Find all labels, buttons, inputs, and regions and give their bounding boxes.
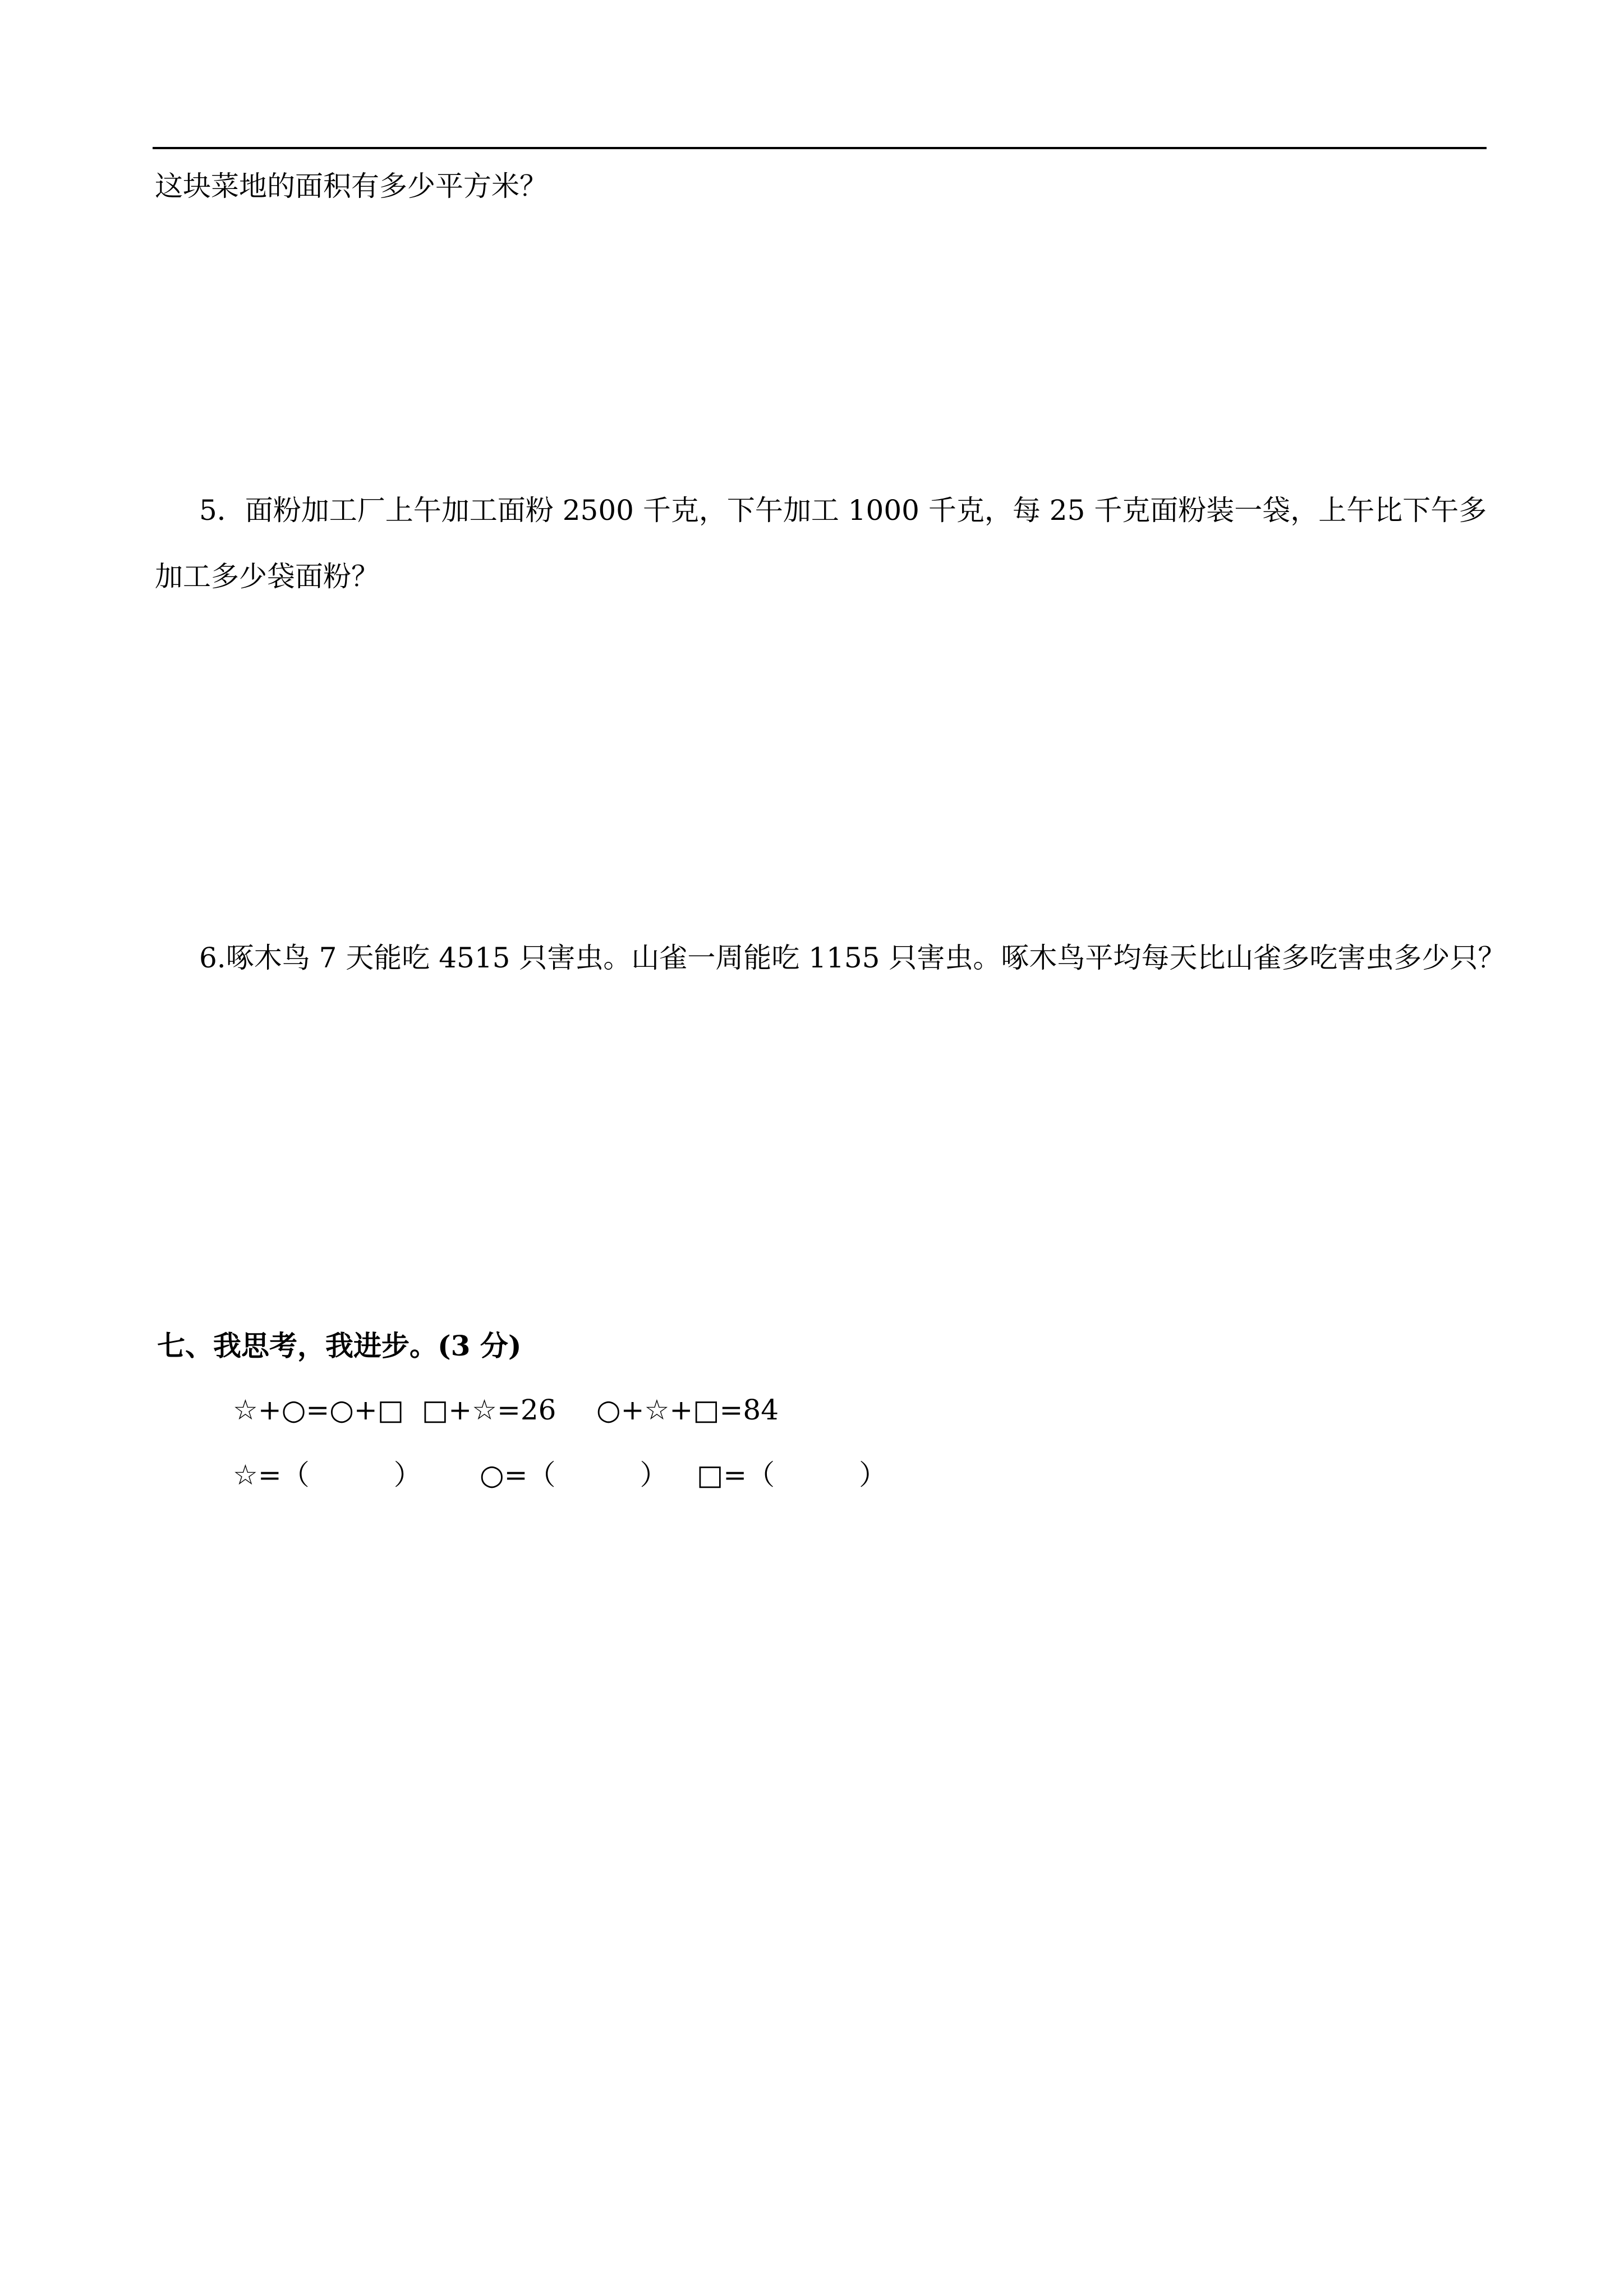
equation-2: □+☆=26 xyxy=(422,1394,556,1426)
q5-text-line1: 5．面粉加工厂上午加工面粉 2500 千克，下午加工 1000 千克，每 25 千克面粉装一袋，上午比下午多 xyxy=(199,494,1487,527)
header-rule xyxy=(153,147,1487,149)
answer-square: □=（ ） xyxy=(697,1459,887,1491)
section7-heading: 七、我思考，我进步。(3 分) xyxy=(157,1329,522,1362)
q5-text-line2: 加工多少袋面粉？ xyxy=(155,560,379,593)
equation-3: ○+☆+□=84 xyxy=(596,1394,779,1426)
answer-circle: ○=（ ） xyxy=(480,1459,668,1491)
equation-1: ☆+○=○+□ xyxy=(233,1394,404,1426)
q6-text: 6.啄木鸟 7 天能吃 4515 只害虫。山雀一周能吃 1155 只害虫。啄木鸟平均每天比山雀多吃害虫多少只？ xyxy=(199,942,1506,974)
answer-star: ☆=（ ） xyxy=(233,1459,422,1491)
q4-continuation-text: 这块菜地的面积有多少平方米？ xyxy=(155,170,548,202)
